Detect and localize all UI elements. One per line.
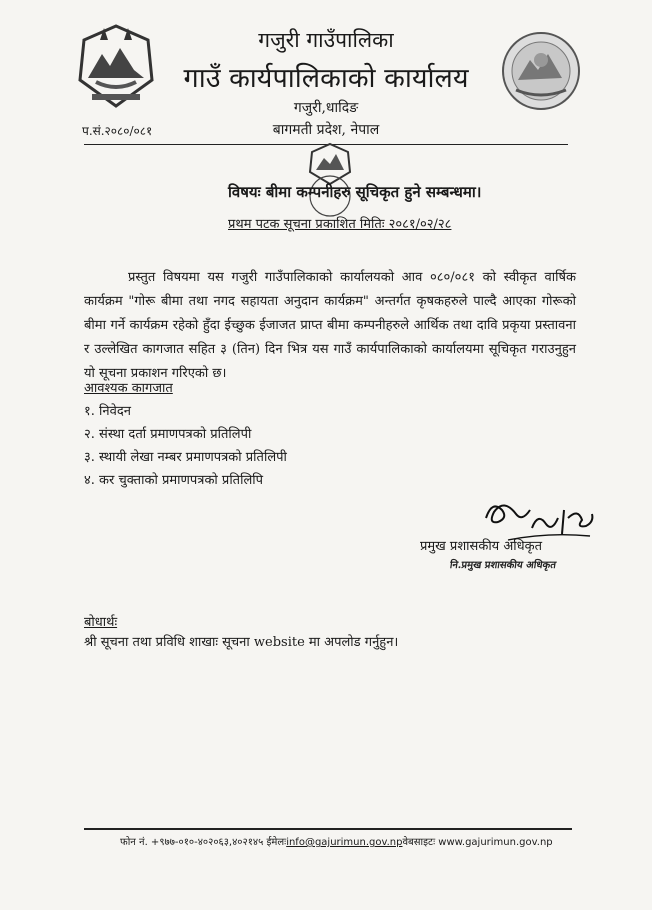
office-seal-icon [298, 140, 362, 220]
municipality-name: गजुरी गाउँपालिका [258, 28, 394, 52]
info-heading: बोधार्थः [84, 615, 118, 630]
footer-website: www.gajurimun.gov.np [438, 837, 553, 848]
office-name: गाउँ कार्यपालिकाको कार्यालय [183, 63, 469, 94]
footer-email: info@gajurimun.gov.np [286, 837, 403, 848]
office-province: बागमती प्रदेश, नेपाल [272, 122, 380, 138]
footer-phone: फोन नं. +९७७-०१०-४०२०६३,४०२१४५ ईमेलः [120, 837, 287, 848]
document-item: ३. स्थायी लेखा नम्बर प्रमाणपत्रको प्रतिलिपी [84, 450, 287, 465]
notice-body: प्रस्तुत विषयमा यस गजुरी गाउँपालिकाको कार्यालयको आव ०८०/०८१ को स्वीकृत वार्षिक कार्यक्रम "गोरू बीमा तथा नगद सहायता अनुदान कार्यक्रम" अन्तर्गत कृषकहरुले पाल्दै आएका गोरूको बीमा गर्ने कार्यक्रम रहेको हुँदा ईच्छुक ईजाजत प्राप्त बीमा कम्पनीहरुले आर्थिक तथा दावि प्रकृया प्रस्तावना र उल्लेखित कागजात सहित ३ (तिन) दिन भित्र यस गाउँ कार्यपालिकाको कार्यालयमा सूचिकृत गराउनुहुन यो सूचना प्रकाशन गरिएको छ। [84, 270, 576, 381]
documents-list [84, 400, 287, 492]
info-line: श्री सूचना तथा प्रविधि शाखाः सूचना website मा अपलोड गर्नुहुन। [84, 635, 399, 650]
footer-web-label: वेबसाइटः [402, 837, 436, 848]
document-item: ४. कर चुक्ताको प्रमाणपत्रको प्रतिलिपि [84, 473, 264, 488]
notice-subject: विषयः बीमा कम्पनीहरु सूचिकृत हुने सम्बन्धमा। [228, 183, 482, 201]
footer [120, 834, 553, 848]
signer-stamp: नि.प्रमुख प्रशासकीय अधिकृत [449, 560, 557, 571]
reference-number: प.सं.२०८०/०८१ [82, 124, 153, 138]
footer-divider [84, 828, 572, 830]
publish-date: प्रथम पटक सूचना प्रकाशित मितिः २०८१/०२/२८ [228, 217, 452, 232]
document-item: १. निवेदन [84, 404, 131, 419]
document-item: २. संस्था दर्ता प्रमाणपत्रको प्रतिलिपी [84, 427, 252, 442]
documents-heading: आवश्यक कागजात [84, 381, 173, 396]
signer-title: प्रमुख प्रशासकीय अधिकृत [420, 539, 543, 554]
office-location: गजुरी,धादिङ [293, 100, 359, 116]
